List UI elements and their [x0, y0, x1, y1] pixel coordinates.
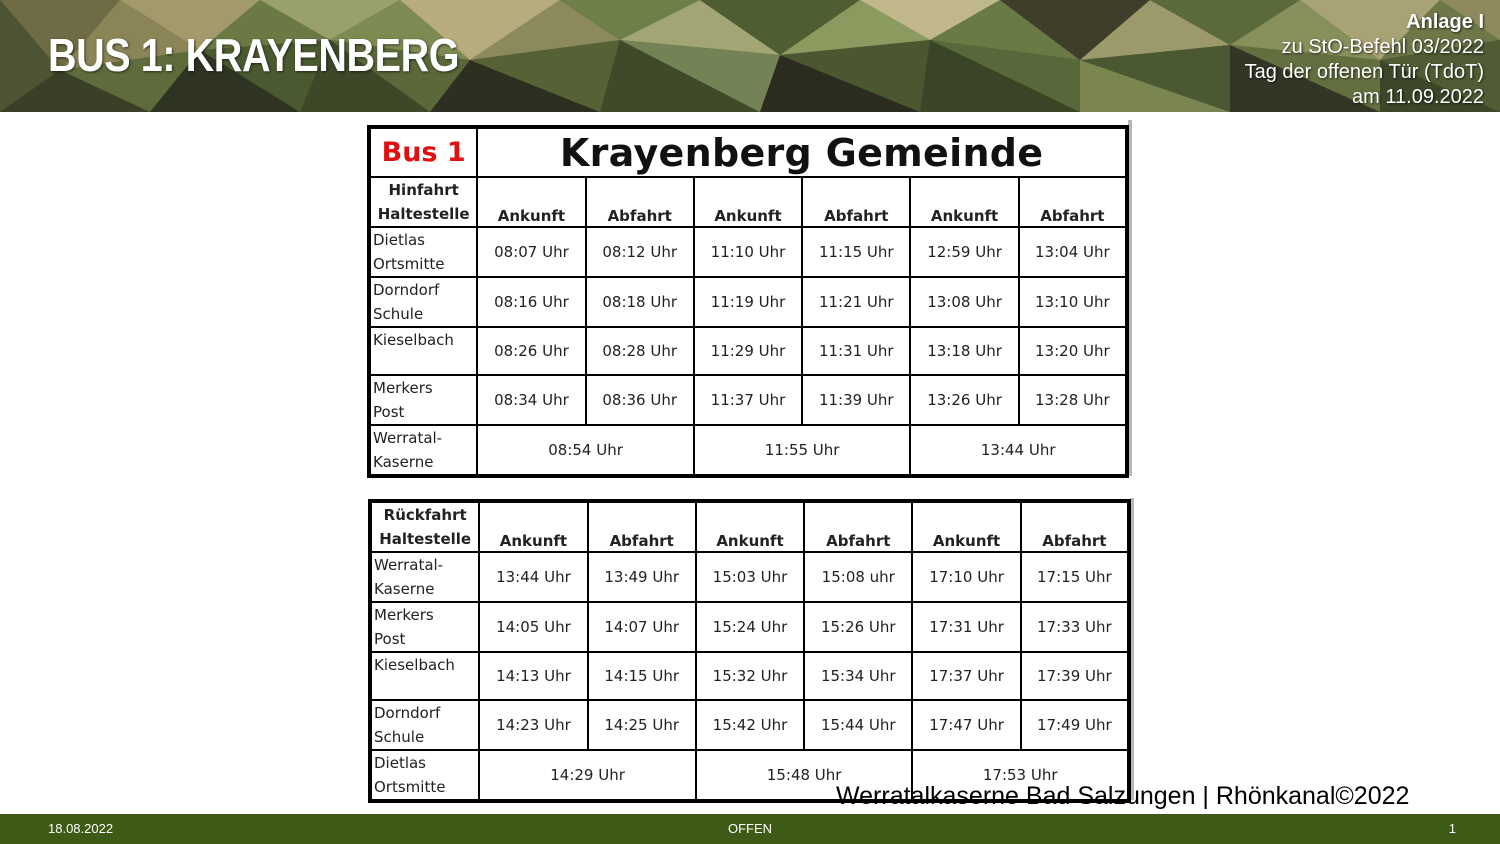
- table-row: [370, 602, 1129, 652]
- header-row: [370, 501, 1129, 552]
- time-cell: 11:21 Uhr: [802, 277, 910, 327]
- table-row: [369, 227, 1127, 277]
- destination-title: Krayenberg Gemeinde: [477, 127, 1127, 177]
- time-cell: 08:36 Uhr: [586, 375, 694, 425]
- time-cell: 14:15 Uhr: [588, 652, 696, 700]
- time-cell: 15:34 Uhr: [804, 652, 912, 700]
- time-cell: 13:04 Uhr: [1019, 227, 1127, 277]
- footer-bar: [0, 814, 1500, 844]
- table-row: [370, 700, 1129, 750]
- watermark-text: Werratalkaserne Bad Salzungen | Rhönkanal©2022: [836, 782, 1410, 810]
- outbound-timetable: [367, 125, 1129, 478]
- time-cell: 08:34 Uhr: [477, 375, 585, 425]
- time-cell: 08:26 Uhr: [477, 327, 585, 375]
- annex-line-date: am 11.09.2022: [1352, 86, 1484, 108]
- col-header: Ankunft: [910, 177, 1018, 227]
- time-cell: 17:39 Uhr: [1021, 652, 1129, 700]
- footer-date: 18.08.2022: [48, 821, 114, 836]
- table-row: [370, 652, 1129, 700]
- time-cell: 14:07 Uhr: [588, 602, 696, 652]
- time-cell: 08:16 Uhr: [477, 277, 585, 327]
- time-cell: 13:49 Uhr: [588, 552, 696, 602]
- time-cell: 17:49 Uhr: [1021, 700, 1129, 750]
- arrival-time-cell: 08:54 Uhr: [477, 425, 694, 476]
- time-cell: 15:32 Uhr: [696, 652, 804, 700]
- time-cell: 17:15 Uhr: [1021, 552, 1129, 602]
- stop-name: Dorndorf Schule: [369, 277, 477, 327]
- stop-name: Merkers Post: [369, 375, 477, 425]
- table-row: [369, 277, 1127, 327]
- time-cell: 11:31 Uhr: [802, 327, 910, 375]
- time-cell: 08:18 Uhr: [586, 277, 694, 327]
- stop-name: Dietlas Ortsmitte: [370, 750, 479, 801]
- col-header: Ankunft: [694, 177, 802, 227]
- col-header: Abfahrt: [588, 501, 696, 552]
- time-cell: 12:59 Uhr: [910, 227, 1018, 277]
- time-cell: 11:29 Uhr: [694, 327, 802, 375]
- annex-info: [1245, 10, 1484, 110]
- col-header: Ankunft: [477, 177, 585, 227]
- stop-name: Werratal- Kaserne: [369, 425, 477, 476]
- footer-page-number: 1: [1448, 821, 1456, 836]
- time-cell: 13:08 Uhr: [910, 277, 1018, 327]
- bus-number: Bus 1: [369, 127, 477, 177]
- time-cell: 15:08 uhr: [804, 552, 912, 602]
- time-cell: 14:13 Uhr: [479, 652, 587, 700]
- time-cell: 15:03 Uhr: [696, 552, 804, 602]
- time-cell: 08:07 Uhr: [477, 227, 585, 277]
- time-cell: 17:33 Uhr: [1021, 602, 1129, 652]
- direction-header: Hinfahrt Haltestelle: [369, 177, 477, 227]
- return-timetable: [368, 499, 1131, 803]
- arrival-time-cell: 15:48 Uhr: [696, 750, 913, 801]
- time-cell: 13:18 Uhr: [910, 327, 1018, 375]
- time-cell: 11:15 Uhr: [802, 227, 910, 277]
- col-header: Abfahrt: [1021, 501, 1129, 552]
- footer-classification: OFFEN: [727, 821, 773, 836]
- time-cell: 13:20 Uhr: [1019, 327, 1127, 375]
- time-cell: 14:25 Uhr: [588, 700, 696, 750]
- time-cell: 11:19 Uhr: [694, 277, 802, 327]
- arrival-time-cell: 14:29 Uhr: [479, 750, 696, 801]
- table-row: [369, 375, 1127, 425]
- time-cell: 14:05 Uhr: [479, 602, 587, 652]
- time-cell: 11:39 Uhr: [802, 375, 910, 425]
- stop-name: Merkers Post: [370, 602, 479, 652]
- stop-name: Werratal- Kaserne: [370, 552, 479, 602]
- table-row: [370, 552, 1129, 602]
- col-header: Ankunft: [912, 501, 1020, 552]
- header-row: [369, 177, 1127, 227]
- table-row: [369, 327, 1127, 375]
- direction-header: Rückfahrt Haltestelle: [370, 501, 479, 552]
- time-cell: 13:26 Uhr: [910, 375, 1018, 425]
- time-cell: 14:23 Uhr: [479, 700, 587, 750]
- annex-line-order: zu StO-Befehl 03/2022: [1281, 36, 1484, 58]
- stop-name: Kieselbach: [370, 652, 479, 700]
- stop-name: Dorndorf Schule: [370, 700, 479, 750]
- col-header: Ankunft: [479, 501, 587, 552]
- final-row: [369, 425, 1127, 476]
- time-cell: 15:24 Uhr: [696, 602, 804, 652]
- time-cell: 11:37 Uhr: [694, 375, 802, 425]
- annex-title: Anlage I: [1406, 11, 1484, 33]
- col-header: Abfahrt: [804, 501, 912, 552]
- time-cell: 08:12 Uhr: [586, 227, 694, 277]
- time-cell: 13:28 Uhr: [1019, 375, 1127, 425]
- col-header: Abfahrt: [586, 177, 694, 227]
- page-title: BUS 1: KRAYENBERG: [48, 29, 460, 81]
- time-cell: 17:31 Uhr: [912, 602, 1020, 652]
- col-header: Abfahrt: [1019, 177, 1127, 227]
- time-cell: 15:42 Uhr: [696, 700, 804, 750]
- annex-line-event: Tag der offenen Tür (TdoT): [1244, 61, 1484, 83]
- arrival-time-cell: 13:44 Uhr: [910, 425, 1127, 476]
- stop-name: Kieselbach: [369, 327, 477, 375]
- time-cell: 13:44 Uhr: [479, 552, 587, 602]
- time-cell: 17:10 Uhr: [912, 552, 1020, 602]
- time-cell: 15:44 Uhr: [804, 700, 912, 750]
- time-cell: 17:37 Uhr: [912, 652, 1020, 700]
- col-header: Abfahrt: [802, 177, 910, 227]
- time-cell: 08:28 Uhr: [586, 327, 694, 375]
- header-banner: [0, 0, 1500, 112]
- arrival-time-cell: 11:55 Uhr: [694, 425, 911, 476]
- time-cell: 15:26 Uhr: [804, 602, 912, 652]
- col-header: Ankunft: [696, 501, 804, 552]
- time-cell: 17:47 Uhr: [912, 700, 1020, 750]
- time-cell: 13:10 Uhr: [1019, 277, 1127, 327]
- stop-name: Dietlas Ortsmitte: [369, 227, 477, 277]
- time-cell: 11:10 Uhr: [694, 227, 802, 277]
- arrival-time-cell: 17:53 Uhr: [912, 750, 1129, 801]
